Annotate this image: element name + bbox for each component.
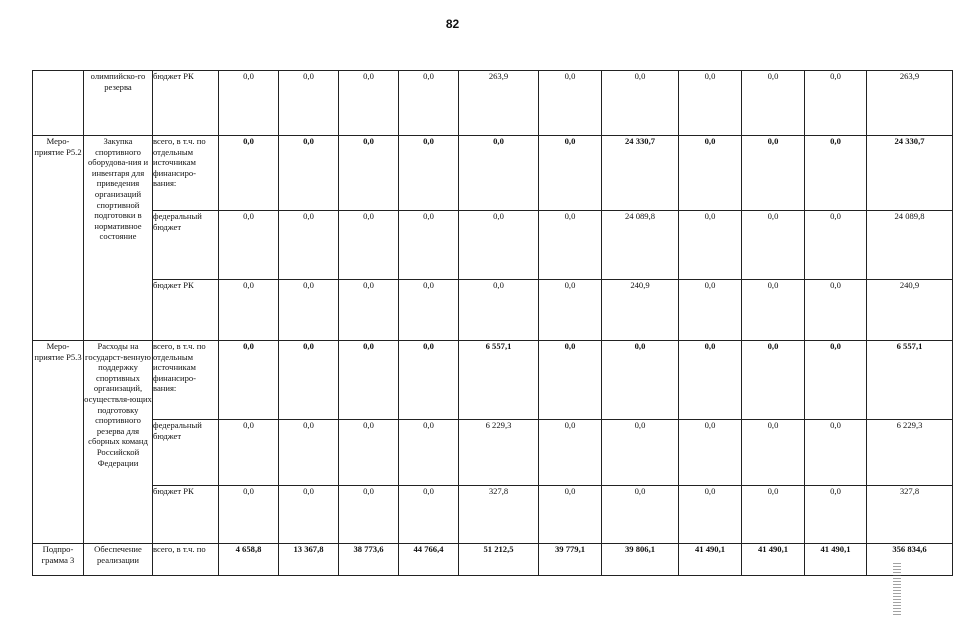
value-cell: 0,0 [539, 341, 602, 420]
value-cell: 0,0 [679, 71, 742, 136]
value-cell: 0,0 [219, 136, 279, 211]
page-number: 82 [445, 17, 460, 31]
value-cell: 0,0 [602, 71, 679, 136]
value-cell: 0,0 [742, 420, 805, 486]
value-cell: 0,0 [339, 420, 399, 486]
value-cell: 0,0 [219, 486, 279, 544]
value-cell: 0,0 [459, 211, 539, 280]
value-cell: 0,0 [742, 341, 805, 420]
value-cell: 0,0 [539, 211, 602, 280]
value-cell: 0,0 [805, 71, 867, 136]
table-row [33, 420, 953, 486]
value-cell: 0,0 [219, 280, 279, 341]
value-cell: 0,0 [539, 71, 602, 136]
value-cell: 44 766,4 [399, 544, 459, 576]
value-cell: 0,0 [399, 71, 459, 136]
value-cell: 0,0 [279, 341, 339, 420]
value-cell: 0,0 [339, 341, 399, 420]
value-cell: 0,0 [399, 280, 459, 341]
value-cell: 0,0 [399, 486, 459, 544]
value-cell: 0,0 [399, 420, 459, 486]
value-cell: 41 490,1 [805, 544, 867, 576]
value-cell: 38 773,6 [339, 544, 399, 576]
funding-source-cell: бюджет РК [153, 486, 219, 544]
funding-source-cell: всего, в т.ч. по отдельным источникам финансиро-вания: [153, 136, 219, 211]
funding-source-cell: бюджет РК [153, 280, 219, 341]
funding-source-cell: бюджет РК [153, 71, 219, 136]
event-cell [33, 71, 84, 136]
value-cell: 0,0 [279, 71, 339, 136]
value-cell: 0,0 [339, 486, 399, 544]
table-body [33, 71, 953, 576]
value-cell: 39 779,1 [539, 544, 602, 576]
table-row [33, 211, 953, 280]
value-cell: 0,0 [805, 420, 867, 486]
value-cell: 13 367,8 [279, 544, 339, 576]
value-cell: 0,0 [339, 136, 399, 211]
table-row [33, 486, 953, 544]
table-row [33, 544, 953, 576]
value-cell: 240,9 [602, 280, 679, 341]
table-row [33, 71, 953, 136]
table-row [33, 280, 953, 341]
value-cell: 0,0 [805, 280, 867, 341]
value-cell: 263,9 [459, 71, 539, 136]
value-cell: 263,9 [867, 71, 953, 136]
value-cell: 39 806,1 [602, 544, 679, 576]
value-cell: 0,0 [279, 486, 339, 544]
value-cell: 0,0 [602, 486, 679, 544]
value-cell: 0,0 [459, 136, 539, 211]
value-cell: 0,0 [339, 211, 399, 280]
value-cell: 0,0 [279, 211, 339, 280]
value-cell: 0,0 [399, 136, 459, 211]
value-cell: 4 658,8 [219, 544, 279, 576]
table-row [33, 136, 953, 211]
value-cell: 0,0 [539, 136, 602, 211]
value-cell: 0,0 [742, 211, 805, 280]
value-cell: 0,0 [805, 211, 867, 280]
value-cell: 6 557,1 [459, 341, 539, 420]
value-cell: 0,0 [219, 71, 279, 136]
value-cell: 0,0 [602, 341, 679, 420]
event-name-cell: Расходы на государст-венную поддержку спортивных организаций, осуществля-ющих подготовку спортивного резерва для сборных команд Российской Федерации [84, 341, 153, 544]
value-cell: 356 834,6 [867, 544, 953, 576]
value-cell: 0,0 [279, 136, 339, 211]
value-cell: 240,9 [867, 280, 953, 341]
value-cell: 24 330,7 [867, 136, 953, 211]
value-cell: 24 089,8 [602, 211, 679, 280]
table-row [33, 341, 953, 420]
value-cell: 0,0 [679, 341, 742, 420]
value-cell: 0,0 [679, 420, 742, 486]
funding-source-cell: федеральный бюджет [153, 420, 219, 486]
value-cell: 0,0 [399, 341, 459, 420]
value-cell: 0,0 [279, 420, 339, 486]
value-cell: 0,0 [539, 486, 602, 544]
value-cell: 0,0 [339, 71, 399, 136]
value-cell: 0,0 [742, 136, 805, 211]
value-cell: 0,0 [805, 341, 867, 420]
value-cell: 24 330,7 [602, 136, 679, 211]
funding-source-cell: федеральный бюджет [153, 211, 219, 280]
value-cell: 0,0 [679, 486, 742, 544]
event-name-cell: Обеспечение реализации [84, 544, 153, 576]
event-name-cell: Закупка спортивного оборудова-ния и инвентаря для приведения организаций спортивной подготовки в нормативное состояние [84, 136, 153, 341]
value-cell: 0,0 [339, 280, 399, 341]
value-cell: 0,0 [219, 420, 279, 486]
value-cell: 0,0 [219, 341, 279, 420]
event-cell: Меро-приятие Р5.2 [33, 136, 84, 341]
value-cell: 0,0 [679, 211, 742, 280]
value-cell: 0,0 [279, 280, 339, 341]
value-cell: 0,0 [742, 71, 805, 136]
value-cell: 0,0 [459, 280, 539, 341]
value-cell: 0,0 [805, 136, 867, 211]
event-cell: Меро-приятие Р5.3 [33, 341, 84, 544]
value-cell: 0,0 [539, 280, 602, 341]
value-cell: 41 490,1 [742, 544, 805, 576]
value-cell: 24 089,8 [867, 211, 953, 280]
value-cell: 0,0 [539, 420, 602, 486]
value-cell: 0,0 [742, 280, 805, 341]
event-name-cell: олимпийско-го резерва [84, 71, 153, 136]
value-cell: 0,0 [679, 136, 742, 211]
value-cell: 0,0 [602, 420, 679, 486]
value-cell: 6 229,3 [459, 420, 539, 486]
funding-source-cell: всего, в т.ч. по [153, 544, 219, 576]
value-cell: 327,8 [459, 486, 539, 544]
value-cell: 327,8 [867, 486, 953, 544]
budget-table [32, 70, 953, 576]
value-cell: 6 229,3 [867, 420, 953, 486]
funding-source-cell: всего, в т.ч. по отдельным источникам финансиро-вания: [153, 341, 219, 420]
scan-edge-mark [893, 563, 901, 615]
value-cell: 0,0 [742, 486, 805, 544]
event-cell: Подпро-грамма 3 [33, 544, 84, 576]
value-cell: 6 557,1 [867, 341, 953, 420]
value-cell: 0,0 [399, 211, 459, 280]
value-cell: 51 212,5 [459, 544, 539, 576]
value-cell: 0,0 [219, 211, 279, 280]
value-cell: 0,0 [679, 280, 742, 341]
value-cell: 0,0 [805, 486, 867, 544]
value-cell: 41 490,1 [679, 544, 742, 576]
